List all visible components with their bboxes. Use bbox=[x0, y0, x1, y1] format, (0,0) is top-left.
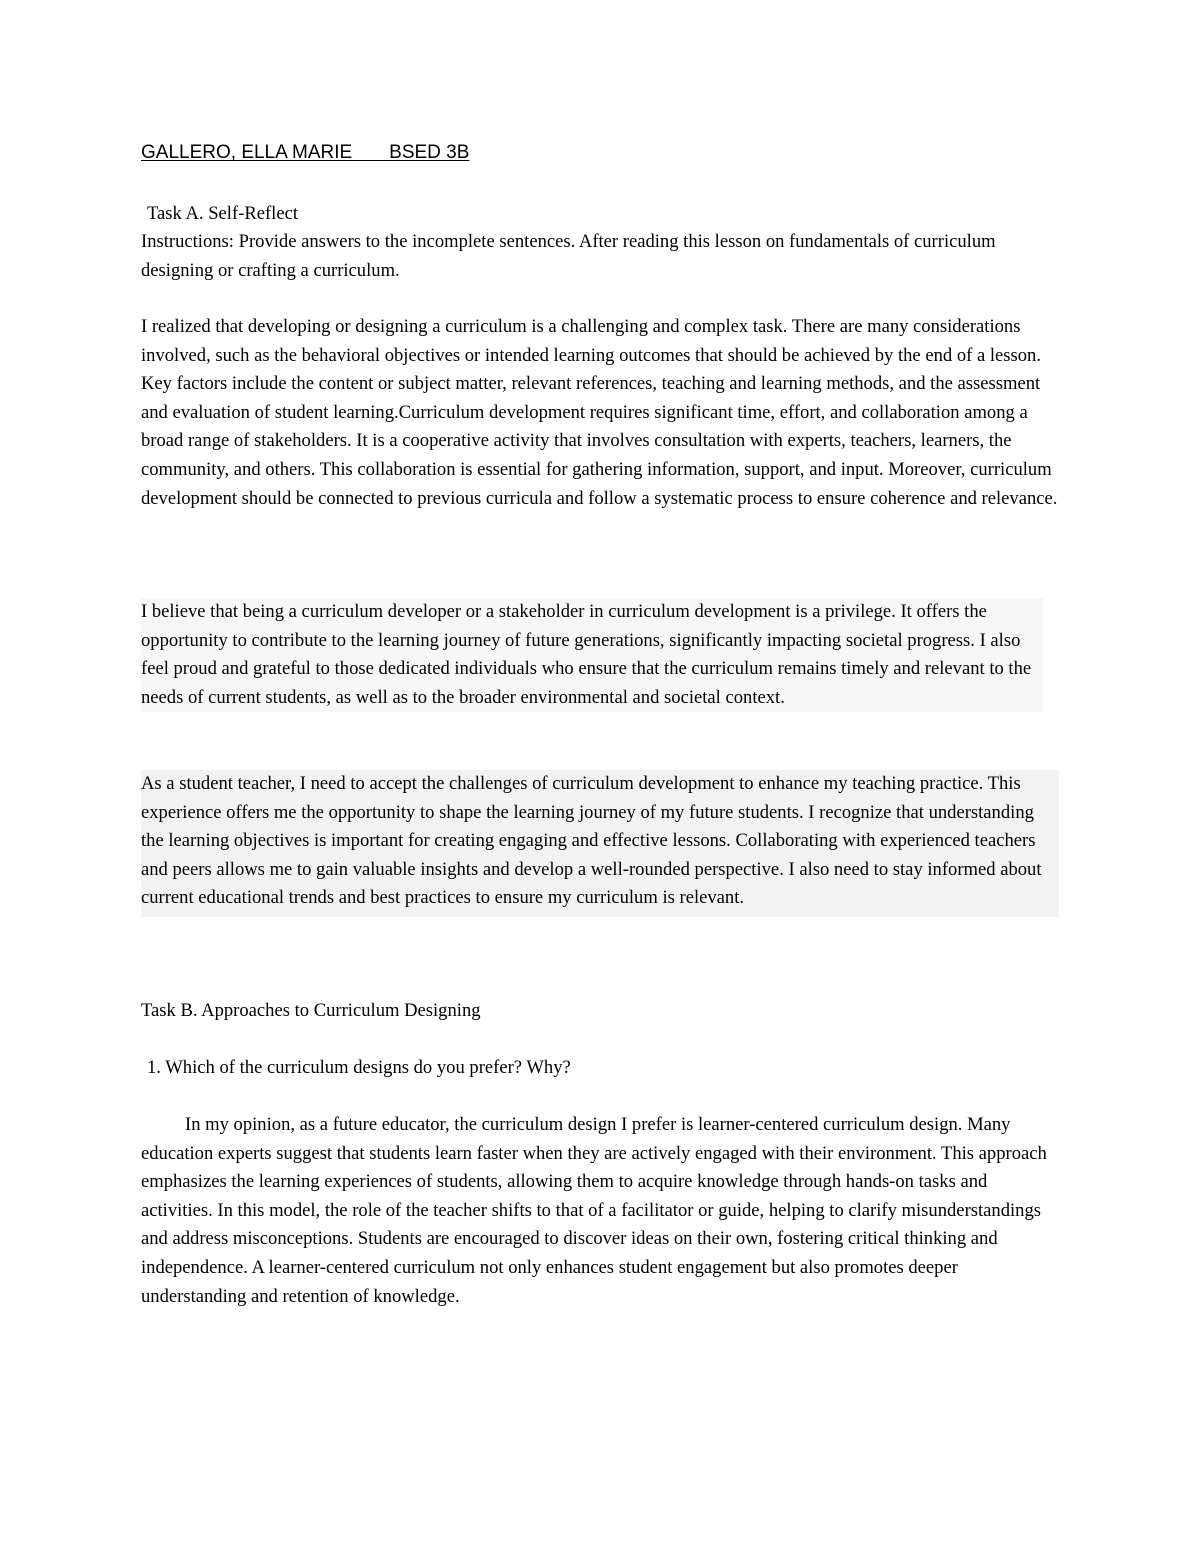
task-a-paragraph-2: I believe that being a curriculum developer or a stakeholder in curriculum development is a privilege. It offers the opportunity to contribute to the learning journey of future generations, significantly impacting societal progress. I also feel proud and grateful to those dedicated individuals who ensure that the curriculum remains timely and relevant to the needs of current students, as well as to the broader environmental and societal context. bbox=[141, 598, 1043, 712]
task-b-title: Task B. Approaches to Curriculum Designing bbox=[141, 1000, 481, 1021]
task-a-paragraph-1: I realized that developing or designing a curriculum is a challenging and complex task. There are many considerations involved, such as the behavioral objectives or intended learning outcomes that should be achieved by the end of a lesson. Key factors include the content or subject matter, relevant references, teaching and learning methods, and the assessment and evaluation of student learning.Curriculum development requires significant time, effort, and collaboration among a broad range of stakeholders. It is a cooperative activity that involves consultation with experts, teachers, learners, the community, and others. This collaboration is essential for gathering information, support, and input. Moreover, curriculum development should be connected to previous curricula and follow a systematic process to ensure coherence and relevance. bbox=[141, 316, 1058, 509]
task-b-answer-1 bbox=[141, 1111, 1061, 1311]
task-b-question-1: 1. Which of the curriculum designs do you prefer? Why? bbox=[147, 1057, 571, 1078]
student-name-header: GALLERO, ELLA MARIE BSED 3B bbox=[141, 142, 470, 163]
task-a-title: Task A. Self-Reflect bbox=[147, 203, 299, 224]
task-a-instructions: Instructions: Provide answers to the incomplete sentences. After reading this lesson on fundamentals of curriculum designing or crafting a curriculum. bbox=[141, 231, 996, 281]
task-b-answer-1-text: In my opinion, as a future educator, the curriculum design I prefer is learner-centered curriculum design. Many education experts suggest that students learn faster when they are actively engaged with their environment. This approach emphasizes the learning experiences of students, allowing them to acquire knowledge through hands-on tasks and activities. In this model, the role of the teacher shifts to that of a facilitator or guide, helping to clarify misunderstandings and address misconceptions. Students are encouraged to discover ideas on their own, fostering critical thinking and independence. A learner-centered curriculum not only enhances student engagement but also promotes deeper understanding and retention of knowledge. bbox=[141, 1114, 1047, 1307]
task-a-paragraph-3: As a student teacher, I need to accept the challenges of curriculum development to enhance my teaching practice. This experience offers me the opportunity to shape the learning journey of my future students. I recognize that understanding the learning objectives is important for creating engaging and effective lessons. Collaborating with experienced teachers and peers allows me to gain valuable insights and develop a well-rounded perspective. I also need to stay informed about current educational trends and best practices to ensure my curriculum is relevant. bbox=[141, 770, 1059, 917]
